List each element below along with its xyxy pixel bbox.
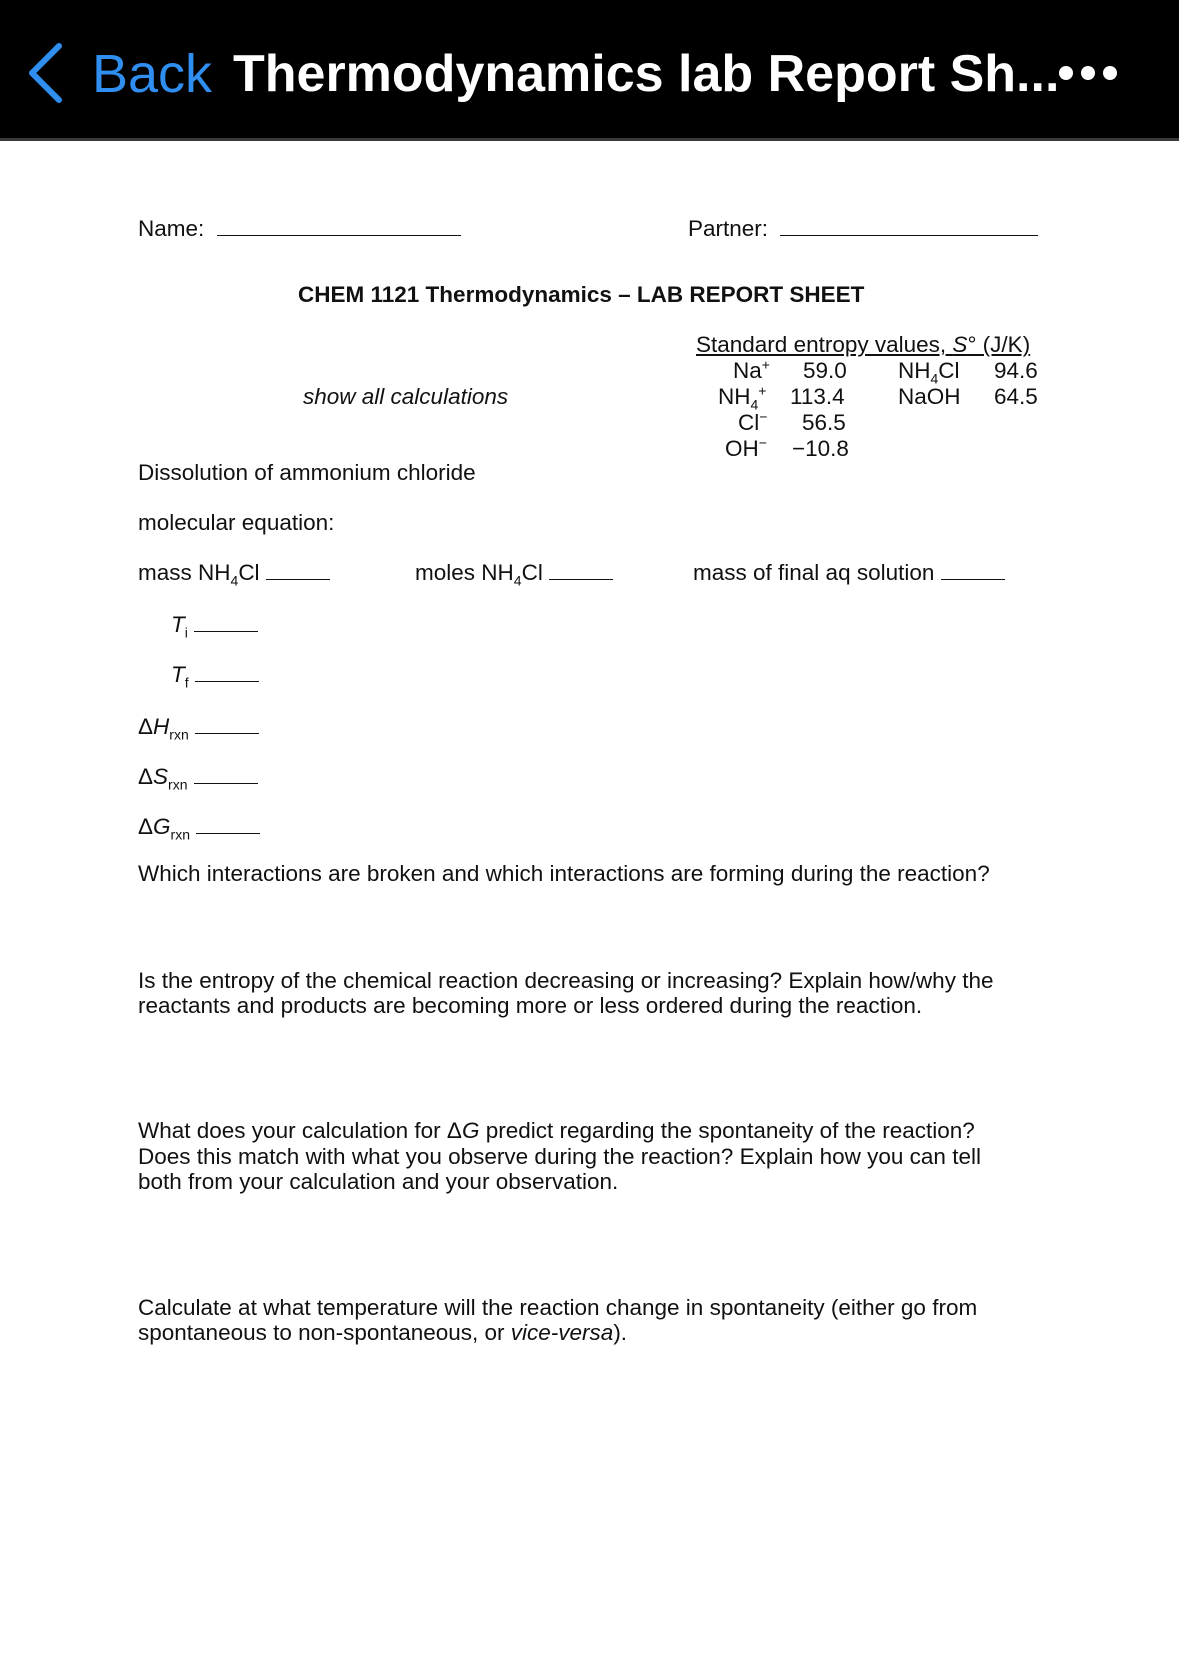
name-label: Name: <box>138 216 205 241</box>
gibbs-field: $\Delta G_{rxn}$ <box>138 813 260 840</box>
final-mass-field: mass of final aq solution <box>693 559 1005 586</box>
moles-field: moles $NH_4Cl$ <box>415 559 613 586</box>
more-options-icon[interactable] <box>1058 64 1120 82</box>
lab-report-page <box>0 141 1179 1660</box>
ion-name: $NH_4^+$ <box>718 382 767 413</box>
compound-name: NaOH <box>898 384 961 409</box>
entropy-field: $\Delta S_{rxn}$ <box>138 763 258 790</box>
question-entropy-line-2: reactants and products are becoming more or less ordered during the reaction. <box>138 993 923 1018</box>
sheet-heading: CHEM 1121 Thermodynamics – LAB REPORT SHEET <box>298 282 865 307</box>
initial-temperature-field: $T_i$ <box>171 611 258 638</box>
entropy-blank[interactable] <box>194 763 258 784</box>
ion-name: Na+ <box>733 356 770 383</box>
compound-value: 64.5 <box>994 384 1038 409</box>
enthalpy-field: $\Delta H_{rxn}$ <box>138 713 259 740</box>
ion-value: 56.5 <box>802 410 846 435</box>
navigation-bar <box>0 0 1179 141</box>
final-temperature-blank[interactable] <box>195 661 259 682</box>
ion-value: −10.8 <box>792 436 849 461</box>
partner-blank[interactable] <box>780 215 1038 236</box>
partner-row <box>688 215 1038 242</box>
entropy-table-title: Standard entropy values, S° (J/K) <box>696 332 1031 357</box>
question-spontaneity-line-2: Does this match with what you observe during the reaction? Explain how you can tell <box>138 1144 981 1169</box>
molecular-equation-label: molecular equation: <box>138 510 335 535</box>
gibbs-blank[interactable] <box>196 813 260 834</box>
ion-value: 59.0 <box>803 358 847 383</box>
section-title: Dissolution of ammonium chloride <box>138 460 476 485</box>
moles-blank[interactable] <box>549 559 613 580</box>
enthalpy-blank[interactable] <box>195 713 259 734</box>
name-blank[interactable] <box>217 215 461 236</box>
compound-value: 94.6 <box>994 358 1038 383</box>
final-mass-blank[interactable] <box>941 559 1005 580</box>
question-temperature-line-1: Calculate at what temperature will the reaction change in spontaneity (either go from <box>138 1295 978 1320</box>
name-row <box>138 215 461 242</box>
question-spontaneity-line-1: What does your calculation for ΔG predict regarding the spontaneity of the reaction? <box>138 1118 975 1143</box>
question-entropy-line-1: Is the entropy of the chemical reaction decreasing or increasing? Explain how/why the <box>138 968 994 993</box>
ion-name: OH− <box>725 434 767 461</box>
document-title: Thermodynamics lab Report Sh... <box>233 45 1060 103</box>
mass-blank[interactable] <box>266 559 330 580</box>
final-temperature-field: $T_f$ <box>171 661 259 688</box>
question-interactions: Which interactions are broken and which interactions are forming during the reaction? <box>138 861 990 886</box>
compound-name: $NH_4Cl$ <box>898 358 960 387</box>
initial-temperature-blank[interactable] <box>194 611 258 632</box>
question-spontaneity-line-3: both from your calculation and your observation. <box>138 1169 619 1194</box>
back-button[interactable]: Back <box>92 44 213 104</box>
partner-label: Partner: <box>688 216 769 241</box>
question-temperature-line-2: spontaneous to non-spontaneous, or vice-versa). <box>138 1320 628 1345</box>
ion-value: 113.4 <box>790 384 845 409</box>
ion-name: Cl− <box>738 408 768 435</box>
back-chevron-icon[interactable] <box>26 42 64 104</box>
show-calculations-note: show all calculations <box>303 384 509 409</box>
mass-field: mass $NH_4Cl$ <box>138 559 330 586</box>
